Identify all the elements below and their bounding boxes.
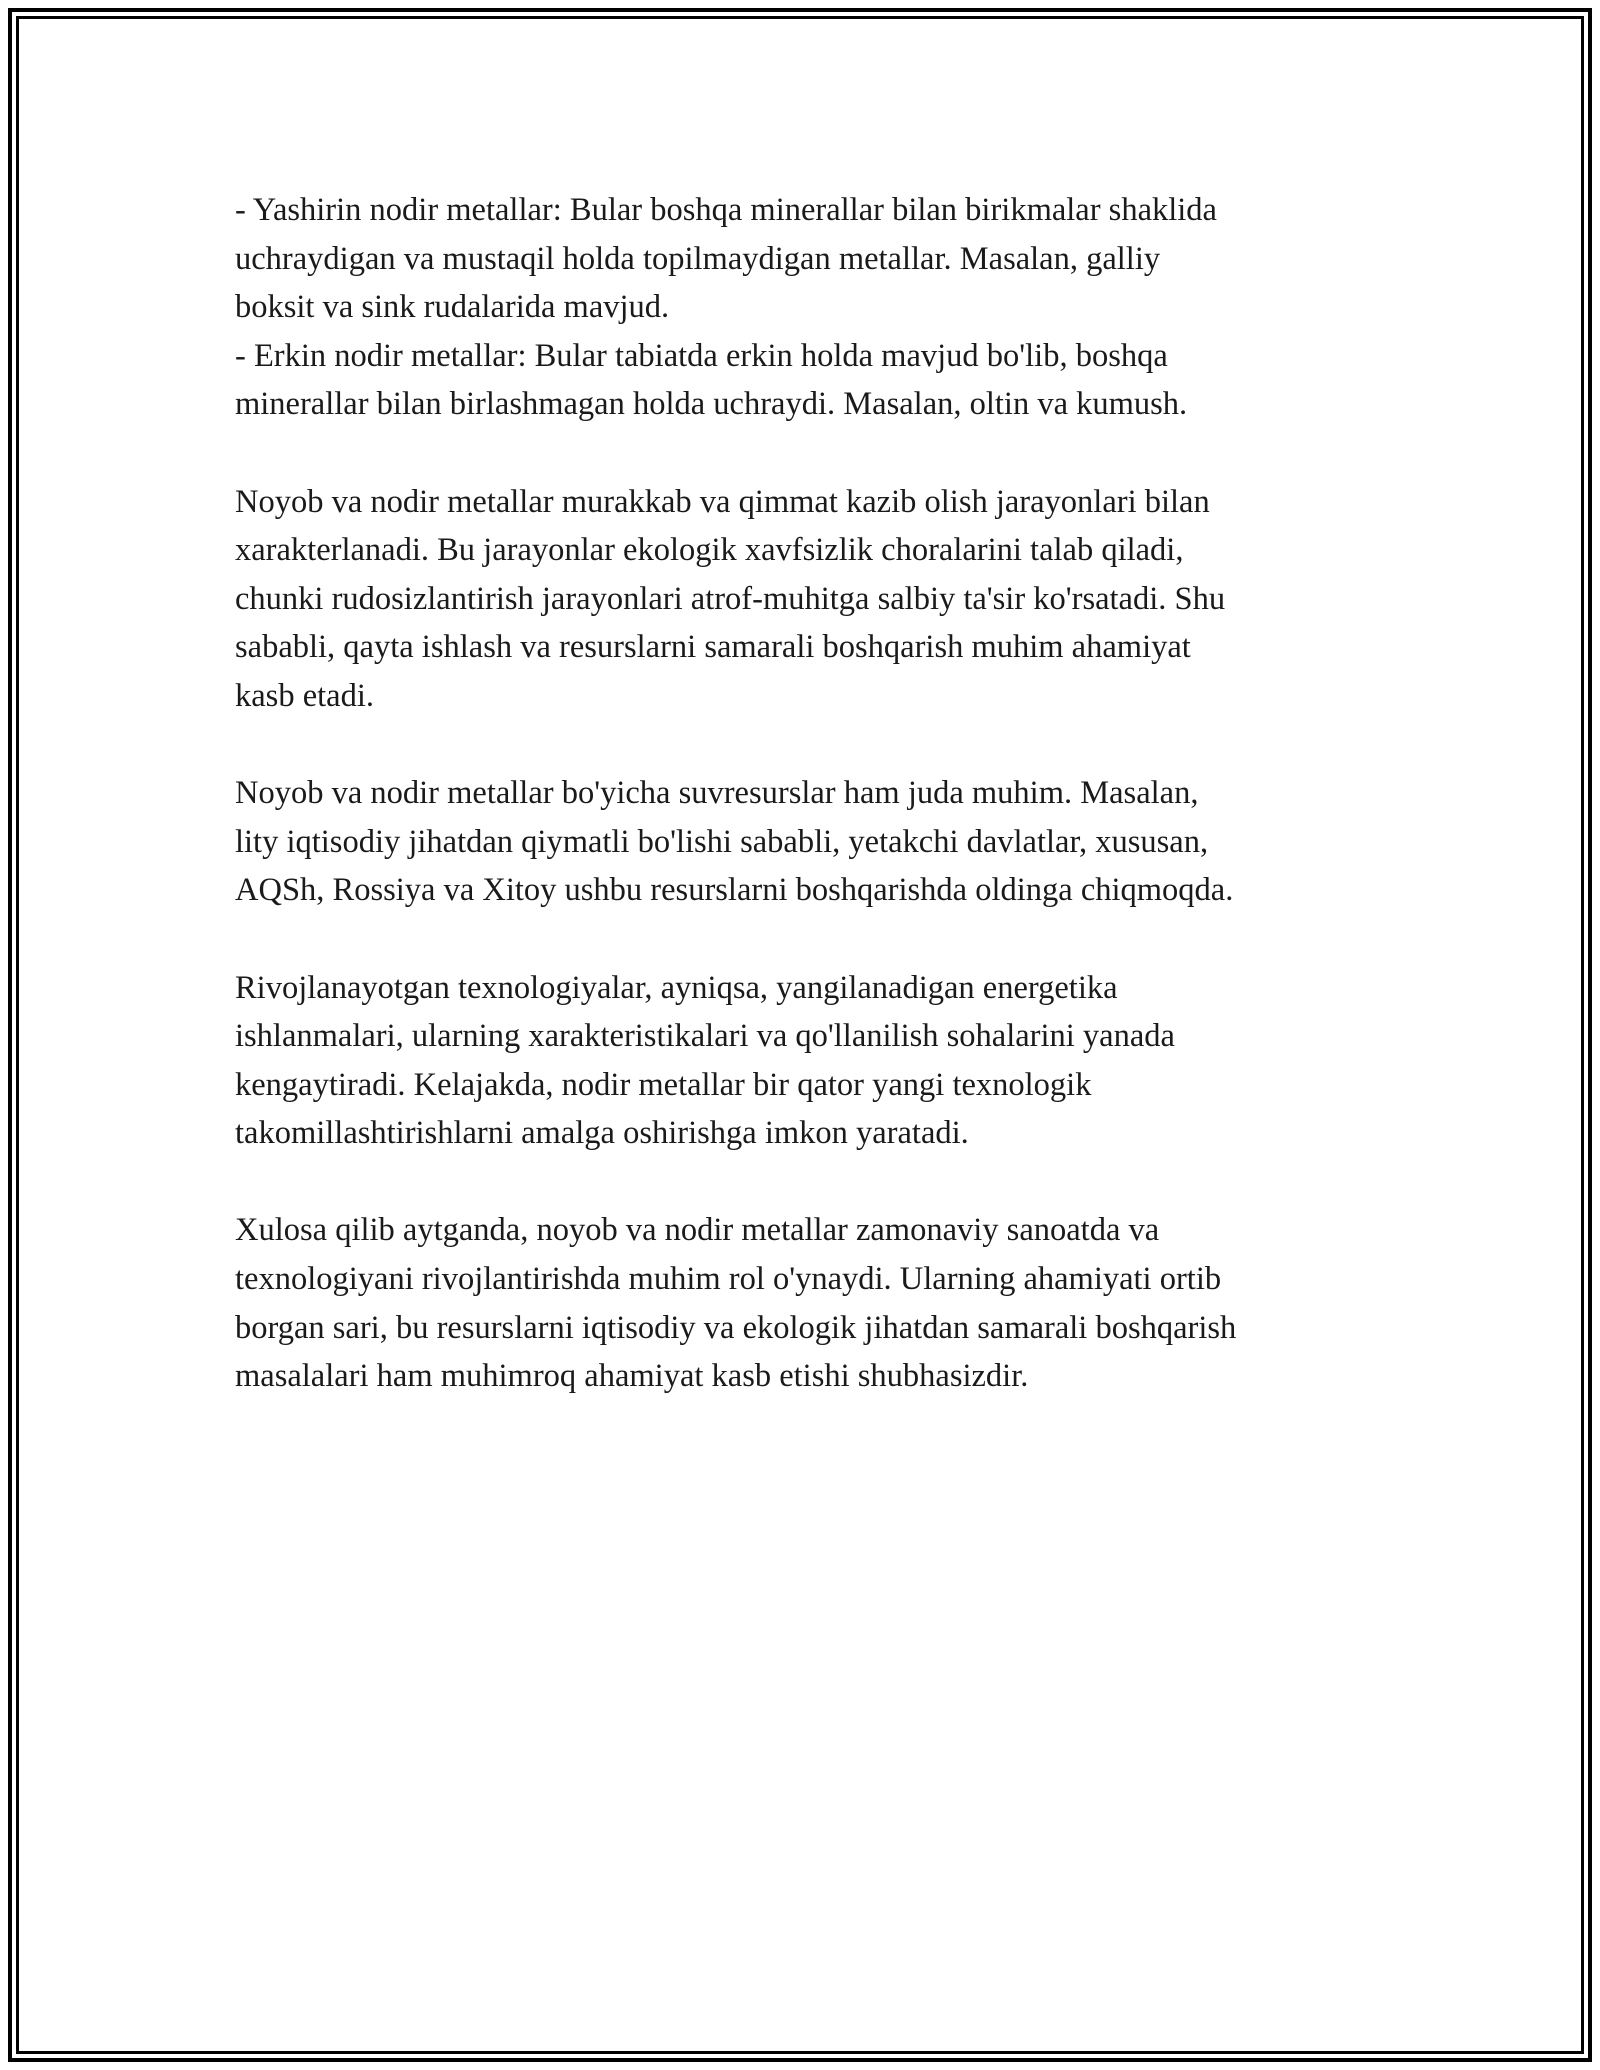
text-line: takomillashtirishlarni amalga oshirishga imkon yaratadi. <box>235 1115 969 1152</box>
paragraph-extraction <box>235 478 1385 721</box>
text-line: - Erkin nodir metallar: Bular tabiatda erkin holda mavjud bo'lib, boshqa <box>235 337 1168 374</box>
text-line: xarakterlanadi. Bu jarayonlar ekologik xavfsizlik choralarini talab qiladi, <box>235 532 1184 569</box>
text-line: Xulosa qilib aytganda, noyob va nodir metallar zamonaviy sanoatda va <box>235 1212 1160 1249</box>
text-line: Noyob va nodir metallar bo'yicha suvresurslar ham juda muhim. Masalan, <box>235 775 1199 812</box>
text-line: chunki rudosizlantirish jarayonlari atrof-muhitga salbiy ta'sir ko'rsatadi. Shu <box>235 580 1226 617</box>
text-line: boksit va sink rudalarida mavjud. <box>235 289 670 326</box>
text-line: masalalari ham muhimroq ahamiyat kasb etishi shubhasizdir. <box>235 1358 1029 1395</box>
text-line: texnologiyani rivojlantirishda muhim rol o'ynaydi. Ularning ahamiyati ortib <box>235 1261 1222 1298</box>
text-line: minerallar bilan birlashmagan holda uchraydi. Masalan, oltin va kumush. <box>235 386 1188 423</box>
text-line: uchraydigan va mustaqil holda topilmaydigan metallar. Masalan, galliy <box>235 240 1161 277</box>
text-line: AQSh, Rossiya va Xitoy ushbu resurslarni boshqarishda oldinga chiqmoqda. <box>235 872 1234 909</box>
paragraph-conclusion <box>235 1206 1385 1400</box>
document-body <box>235 186 1385 1401</box>
text-line: Noyob va nodir metallar murakkab va qimmat kazib olish jarayonlari bilan <box>235 483 1210 520</box>
text-line: kasb etadi. <box>235 677 374 714</box>
paragraph-technologies <box>235 964 1385 1158</box>
paragraph-hidden-and-free-metals <box>235 186 1385 429</box>
text-line: ishlanmalari, ularning xarakteristikalari va qo'llanilish sohalarini yanada <box>235 1018 1175 1055</box>
text-line: kengaytiradi. Kelajakda, nodir metallar bir qator yangi texnologik <box>235 1066 1092 1103</box>
text-line: sababli, qayta ishlash va resurslarni samarali boshqarish muhim ahamiyat <box>235 629 1191 666</box>
text-line: lity iqtisodiy jihatdan qiymatli bo'lishi sababli, yetakchi davlatlar, xususan, <box>235 823 1209 860</box>
text-line: - Yashirin nodir metallar: Bular boshqa minerallar bilan birikmalar shaklida <box>235 192 1217 228</box>
text-line: Rivojlanayotgan texnologiyalar, ayniqsa, yangilanadigan energetika <box>235 969 1118 1006</box>
text-line: borgan sari, bu resurslarni iqtisodiy va ekologik jihatdan samarali boshqarish <box>235 1309 1237 1346</box>
paragraph-resources <box>235 769 1385 915</box>
